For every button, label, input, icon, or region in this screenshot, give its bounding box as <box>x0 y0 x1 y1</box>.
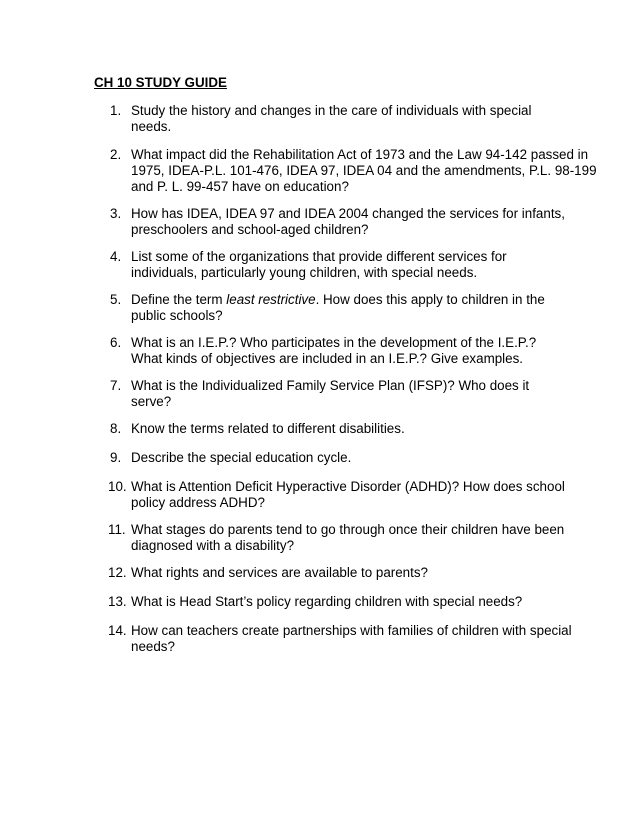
question-number: 10. <box>108 479 127 494</box>
question-text <box>131 522 581 554</box>
question-line: What is Head Start’s policy regarding children with special needs? <box>131 594 523 609</box>
question-number: 6. <box>110 335 122 350</box>
question-line: What rights and services are available to parents? <box>131 565 428 580</box>
question-text <box>131 479 581 511</box>
question-number: 5. <box>110 292 122 307</box>
question-line: public schools? <box>131 308 223 323</box>
question-line: 1975, IDEA-P.L. 101-476, IDEA 97, IDEA 04 and the amendments, P.L. 98-199 <box>131 163 597 178</box>
question-line: policy address ADHD? <box>131 495 265 510</box>
question-line: Describe the special education cycle. <box>131 450 352 465</box>
question-line: serve? <box>131 394 172 409</box>
question-line: diagnosed with a disability? <box>131 538 295 553</box>
question-line: What is Attention Deficit Hyperactive Disorder (ADHD)? How does school <box>131 479 565 494</box>
question-text <box>131 292 581 324</box>
question-line: Know the terms related to different disabilities. <box>131 421 405 436</box>
question-text <box>131 206 581 238</box>
question-number: 7. <box>110 378 122 393</box>
question-line: Study the history and changes in the care of individuals with special <box>131 103 532 118</box>
question-number: 4. <box>110 249 122 264</box>
question-line: List some of the organizations that provide different services for <box>131 249 507 264</box>
question-line: individuals, particularly young children, with special needs. <box>131 265 478 280</box>
question-number: 3. <box>110 206 122 221</box>
question-line: needs. <box>131 119 172 134</box>
question-text <box>131 421 581 437</box>
question-number: 9. <box>110 450 122 465</box>
question-text <box>131 594 581 610</box>
question-text <box>131 450 581 466</box>
question-number: 2. <box>110 147 122 162</box>
question-text <box>131 623 581 655</box>
document-title: CH 10 STUDY GUIDE <box>94 75 227 90</box>
question-text <box>131 335 581 367</box>
question-line <box>131 292 581 308</box>
question-text <box>131 565 581 581</box>
question-line: How has IDEA, IDEA 97 and IDEA 2004 changed the services for infants, <box>131 206 565 221</box>
question-number: 12. <box>108 565 127 580</box>
question-text <box>131 378 581 410</box>
question-line: and P. L. 99-457 have on education? <box>131 179 349 194</box>
question-text <box>131 103 581 135</box>
question-line: What is the Individualized Family Service Plan (IFSP)? Who does it <box>131 378 530 393</box>
question-text-part: Define the term <box>131 292 227 307</box>
question-text-part: . How does this apply to children in the <box>315 292 545 307</box>
question-line: needs? <box>131 639 175 654</box>
question-line: What stages do parents tend to go through once their children have been <box>131 522 565 537</box>
question-line: How can teachers create partnerships with families of children with special <box>131 623 572 638</box>
question-line: What kinds of objectives are included in an I.E.P.? Give examples. <box>131 351 524 366</box>
question-text <box>131 147 597 195</box>
question-number: 11. <box>108 522 126 537</box>
emphasized-term: least restrictive <box>226 292 316 307</box>
question-line: What is an I.E.P.? Who participates in the development of the I.E.P.? <box>131 335 537 350</box>
question-number: 1. <box>110 103 122 118</box>
question-number: 8. <box>110 421 122 436</box>
question-line: What impact did the Rehabilitation Act of 1973 and the Law 94-142 passed in <box>131 147 589 162</box>
question-number: 14. <box>108 623 127 638</box>
question-number: 13. <box>108 594 127 609</box>
question-line: preschoolers and school-aged children? <box>131 222 369 237</box>
question-text <box>131 249 581 281</box>
